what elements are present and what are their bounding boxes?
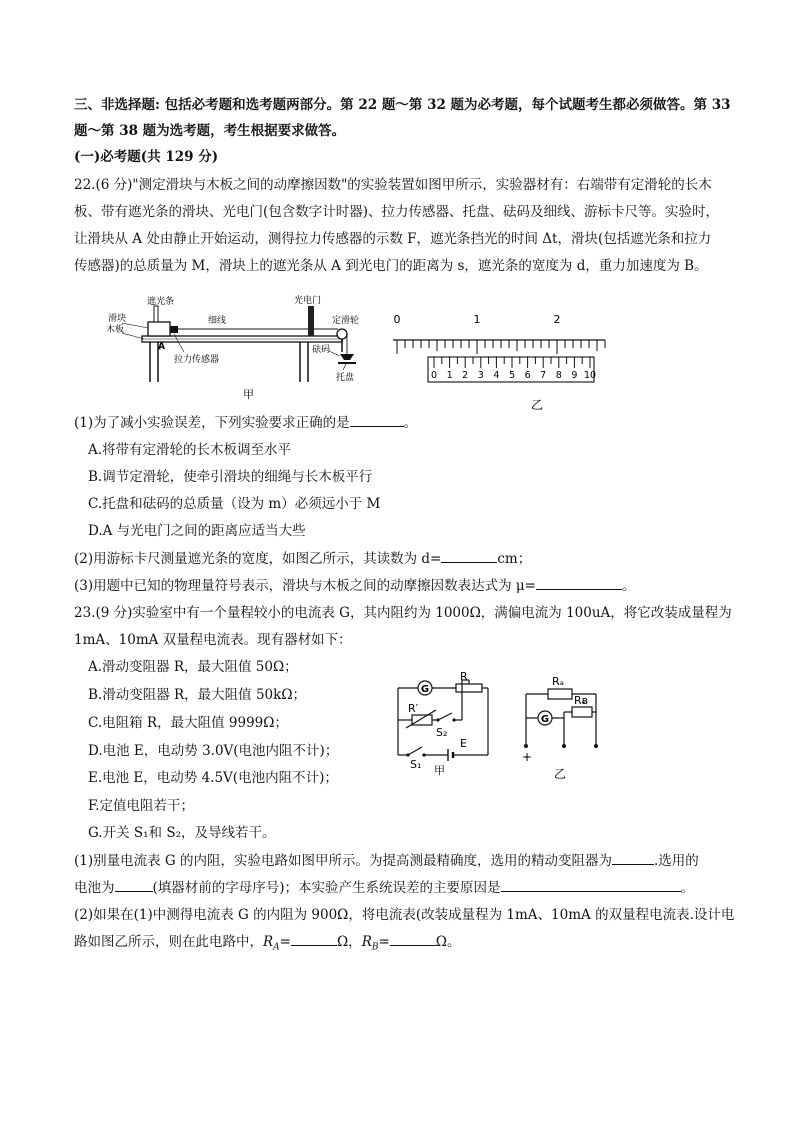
resistance-box-label: R′: [408, 702, 419, 715]
vernier-scale-label: 5: [508, 370, 516, 381]
answer-blank[interactable]: [441, 549, 497, 563]
q22-option: D.A 与光电门之间的距离应适当大些: [88, 523, 306, 539]
section-heading-line2: 题～第 38 题为选考题，考生根据要求做答。: [74, 123, 346, 139]
vernier-scale-label: 9: [571, 370, 578, 381]
q22-sub1-end: 。: [403, 415, 418, 431]
label-tray: 托盘: [336, 373, 355, 383]
positive-terminal-label: +: [522, 750, 533, 764]
q23-option: E.电池 E，电动势 4.5V(电池内阻不计)；: [88, 770, 338, 786]
unit-ohm: Ω，: [336, 934, 362, 950]
label-thread: 细线: [208, 316, 227, 326]
rheostat-label: R: [460, 670, 468, 683]
q22-stem-line: 22.(6 分)"测定滑块与木板之间的动摩擦因数"的实验装置如图甲所示，实验器材有：右端带有定滑轮的长木: [74, 177, 712, 193]
vernier-scale-label: 0: [430, 370, 438, 381]
rb-subscript: B: [371, 942, 379, 953]
section-heading-line1: 三、非选择题: 包括必考题和选考题两部分。第 22 题～第 32 题为必考题，每个试题考生都必须做答。第 33: [74, 97, 731, 113]
q22-sub2-unit: cm；: [497, 551, 532, 567]
vernier-scale-label: 10: [583, 370, 597, 381]
q23-option: B.滑动变阻器 R，最大阻值 50kΩ；: [88, 687, 307, 703]
q23-sub2-line2: [74, 932, 461, 958]
q23-stem-line: 23.(9 分)实验室中有一个量程较小的电流表 G，其内阻约为 1000Ω，满偏电流为 100uA，将它改装成量程为: [74, 605, 732, 621]
q22-apparatus-figure: [100, 292, 375, 404]
q23-option: A.滑动变阻器 R，最大阻值 50Ω；: [88, 659, 298, 675]
q22-sub2: [74, 549, 531, 569]
answer-blank[interactable]: [501, 878, 681, 892]
label-a-point: A: [158, 342, 165, 352]
q23-option: C.电阻箱 R，最大阻值 9999Ω；: [88, 715, 288, 731]
unit-ohm: Ω。: [435, 934, 461, 950]
q23-sub1-end: 。: [680, 880, 695, 896]
q22-stem-line: 让滑块从 A 处由静止开始运动，测得拉力传感器的示数 F，遮光条挡光的时间 Δt，滑块(包括遮光条和拉力: [74, 231, 712, 247]
q22-sub1-text: (1)为了减小实验误差，下列实验要求正确的是: [74, 415, 350, 431]
q22-sub1: [74, 413, 417, 433]
q23-stem-line: 1mA、10mA 双量程电流表。现有器材如下：: [74, 632, 352, 648]
q23-sub1-line1: [74, 851, 699, 871]
q22-sub3: [74, 576, 636, 596]
figure-caption: 乙: [554, 767, 567, 781]
vernier-scale-label: 6: [524, 370, 531, 381]
galvanometer-label: G: [420, 684, 430, 695]
q22-sub3-end: 。: [622, 578, 636, 594]
equals-sign: =: [378, 934, 390, 950]
vernier-scale-label: 2: [462, 370, 469, 381]
label-slider: 滑块: [108, 314, 127, 324]
q23-sub1-text: (1)别量电流表 G 的内阻，实验电路如图甲所示。为提高测最精确度，选用的精动变阻器为: [74, 853, 612, 869]
q22-option: A.将带有定滑轮的长木板调至水平: [88, 442, 292, 458]
ra-label: Rₐ: [552, 675, 564, 688]
answer-blank[interactable]: [536, 576, 622, 590]
figure-caption: 乙: [530, 398, 544, 412]
vernier-scale-label: 3: [477, 370, 484, 381]
label-sensor: 拉力传感器: [174, 355, 220, 365]
figure-caption: 甲: [434, 764, 445, 777]
main-scale-label: 1: [473, 313, 481, 326]
section-subheading: (一)必考题(共 129 分): [74, 149, 219, 165]
ra-subscript: A: [273, 942, 280, 953]
q22-vernier-figure: [390, 305, 610, 415]
answer-blank[interactable]: [115, 878, 153, 892]
q23-sub2-text: 路如图乙所示，则在此电路中，: [74, 934, 263, 950]
switch-s2-label: S₂: [436, 726, 448, 739]
vernier-scale-label: 4: [493, 370, 500, 381]
label-pulley: 定滑轮: [332, 316, 360, 326]
q22-stem-line: 传感器)的总质量为 M，滑块上的遮光条从 A 到光电门的距离为 s，遮光条的宽度为 d，重力加速度为 B。: [74, 258, 708, 274]
q23-sub1-text: 电池为: [74, 880, 115, 896]
vernier-scale-label: 8: [555, 370, 562, 381]
q22-option: B.调节定滑轮，使牵引滑块的细绳与长木板平行: [88, 469, 373, 485]
vernier-scale-label: 1: [446, 370, 453, 381]
q23-option: F.定值电阻若干；: [88, 798, 195, 814]
rb-label: Rᴃ: [574, 694, 589, 707]
answer-blank[interactable]: [350, 413, 404, 427]
q22-sub3-text: (3)用题中已知的物理量符号表示，滑块与木板之间的动摩擦因数表达式为 μ=: [74, 578, 536, 594]
q23-circuit-b: [514, 668, 614, 782]
main-scale-label: 2: [553, 313, 561, 326]
label-gate: 光电门: [294, 296, 322, 306]
main-scale-label: 0: [393, 313, 401, 326]
battery-label: E: [460, 737, 467, 750]
equals-sign: =: [279, 934, 291, 950]
q23-circuit-a: [388, 668, 498, 780]
label-weight: 砝码: [312, 345, 331, 355]
rb-symbol: R: [361, 934, 372, 950]
q23-sub1-text: (填器材前的字母序号)；本实验产生系统误差的主要原因是: [152, 880, 501, 896]
q23-sub1-text: .选用的: [654, 853, 699, 869]
q22-sub2-text: (2)用游标卡尺测量遮光条的宽度，如图乙所示，其读数为 d=: [74, 551, 442, 567]
switch-s1-label: S₁: [410, 758, 422, 771]
q23-sub2-line1: (2)如果在(1)中测得电流表 G 的内阻为 900Ω，将电流表(改装成量程为 1mA、10mA 的双量程电流表.设计电: [74, 907, 735, 923]
label-board: 木板: [106, 325, 125, 335]
answer-blank[interactable]: [390, 932, 436, 946]
q23-option: G.开关 S₁和 S₂，及导线若干。: [88, 825, 276, 841]
q23-option: D.电池 E，电动势 3.0V(电池内阻不计)；: [88, 743, 339, 759]
figure-caption: 甲: [243, 388, 254, 401]
answer-blank[interactable]: [291, 932, 337, 946]
q23-sub1-line2: [74, 878, 694, 898]
label-shade: 遮光条: [147, 297, 175, 307]
q22-option: C.托盘和砝码的总质量（设为 m）必须远小于 M: [88, 496, 381, 512]
answer-blank[interactable]: [612, 851, 654, 865]
galvanometer-label: G: [540, 714, 550, 725]
vernier-scale-label: 7: [540, 370, 547, 381]
q22-stem-line: 板、带有遮光条的滑块、光电门(包含数字计时器)、拉力传感器、托盘、砝码及细线、游标卡尺等。实验时，: [74, 204, 720, 220]
ra-symbol: R: [263, 934, 274, 950]
